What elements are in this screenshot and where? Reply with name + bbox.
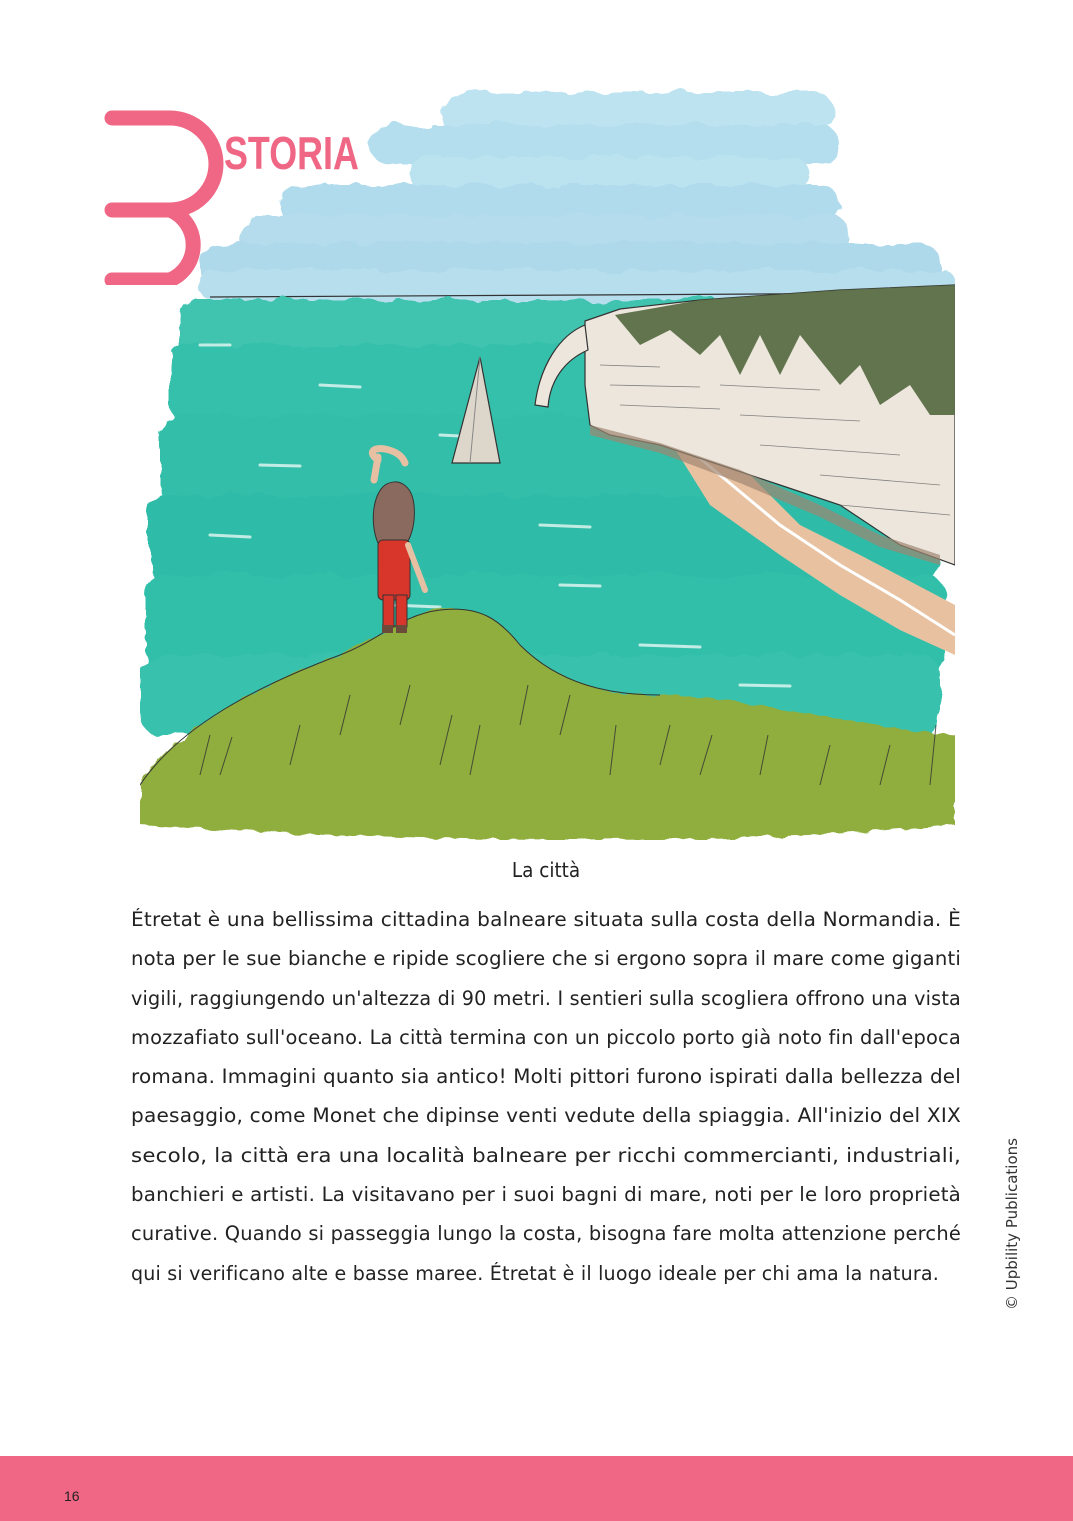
footer-band [0, 1456, 1073, 1521]
body-line: romana. Immagini quanto sia antico! Molti pittori furono ispirati dalla bellezza del [131, 1065, 961, 1089]
etretat-illustration [140, 85, 955, 840]
body-line: Étretat è una bellissima cittadina balneare situata sulla costa della Normandia. È [131, 908, 962, 931]
body-line: paesaggio, come Monet che dipinse venti vedute della spiaggia. All'inizio del XIX [131, 1104, 961, 1128]
body-line: secolo, la città era una località balneare per ricchi commercianti, industriali, [131, 1143, 961, 1167]
body-paragraph [131, 900, 961, 1293]
body-line: nota per le sue bianche e ripide scogliere che si ergono sopra il mare come giganti [131, 947, 961, 971]
section-caption: La città [511, 858, 581, 882]
copyright-notice: © Upbility Publications [1003, 1138, 1021, 1310]
body-line: mozzafiato sull'oceano. La città termina con un piccolo porto già noto fin dall'epoca [131, 1025, 961, 1049]
chapter-title: STORIA [224, 127, 359, 179]
body-line: qui si verificano alte e basse maree. Étretat è il luogo ideale per chi ama la natura. [131, 1261, 939, 1285]
page-number: 16 [64, 1488, 80, 1504]
sky [200, 93, 955, 300]
body-line: banchieri e artisti. La visitavano per i suoi bagni di mare, noti per le loro proprietà [131, 1183, 962, 1207]
body-line: vigili, raggiungendo un'altezza di 90 metri. I sentieri sulla scogliera offrono una vista [131, 986, 961, 1010]
body-line: curative. Quando si passeggia lungo la costa, bisogna fare molta attenzione perché [131, 1222, 961, 1246]
